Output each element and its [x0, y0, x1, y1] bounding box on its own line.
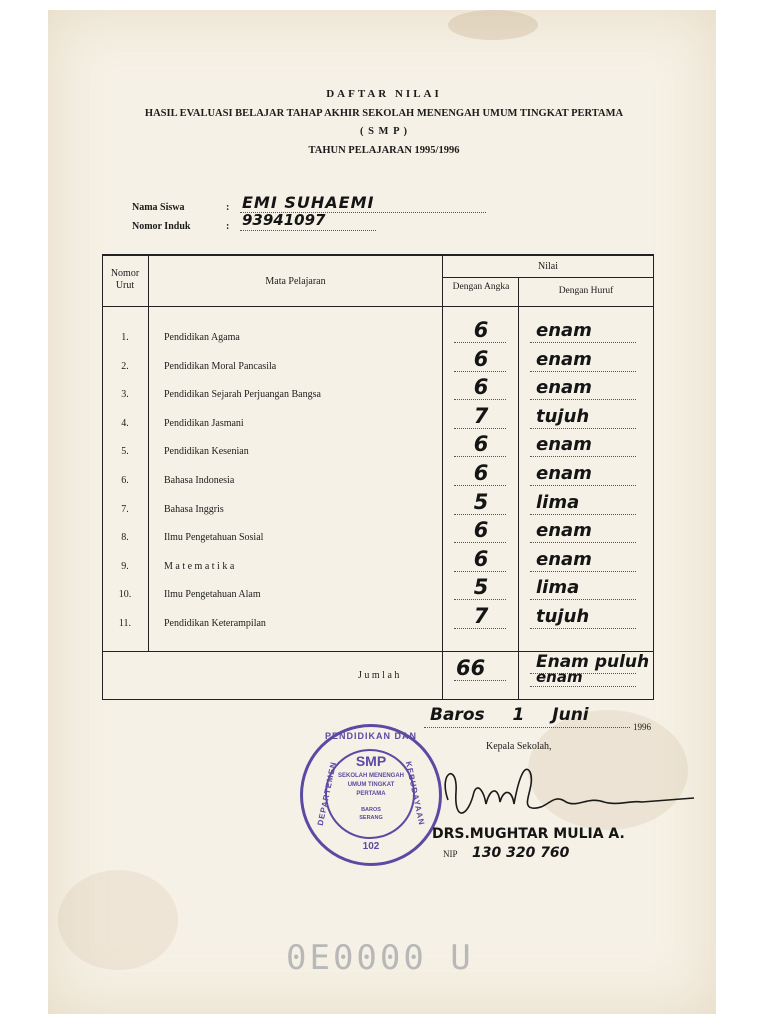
total-angka: 66: [456, 656, 486, 680]
dotted-line: [530, 542, 636, 543]
grade-number: 6: [473, 375, 489, 399]
grade-number: 6: [473, 318, 489, 342]
subject-name: Pendidikan Jasmani: [164, 418, 244, 429]
row-number: 4.: [121, 418, 129, 429]
grade-words: lima: [536, 492, 580, 513]
dotted-line: [530, 686, 636, 687]
stamp-line: SERANG: [359, 815, 383, 821]
academic-year: TAHUN PELAJARAN 1995/1996: [308, 145, 460, 156]
principal-signature: [428, 752, 698, 832]
dotted-line: [454, 542, 506, 543]
student-id: 93941097: [242, 211, 326, 229]
dotted-line: [454, 399, 506, 400]
dotted-line: [454, 456, 506, 457]
subject-name: Pendidikan Moral Pancasila: [164, 361, 277, 372]
colon: :: [226, 221, 230, 232]
subject-name: M a t e m a t i k a: [164, 561, 235, 572]
dotted-line: [454, 628, 506, 629]
grade-words: tujuh: [536, 606, 590, 627]
row-number: 1.: [121, 332, 129, 343]
grade-number: 6: [473, 347, 489, 371]
name-label: Nama Siswa: [132, 202, 185, 213]
document-title: DAFTAR NILAI: [326, 88, 442, 100]
row-number: 7.: [121, 504, 129, 515]
grade-number: 6: [473, 461, 489, 485]
column-header-angka: Dengan Angka: [452, 282, 510, 292]
dotted-line: [454, 599, 506, 600]
school-stamp: [300, 724, 442, 866]
stamp-top-text: PENDIDIKAN DAN: [324, 731, 417, 741]
dotted-line: [530, 456, 636, 457]
grade-words: enam: [536, 320, 592, 341]
table-border-bottom: [102, 699, 654, 700]
dotted-line: [530, 599, 636, 600]
serial-number: 0E0000 U: [286, 938, 474, 978]
dotted-line: [530, 485, 636, 486]
document-subtitle: HASIL EVALUASI BELAJAR TAHAP AKHIR SEKOLAH MENENGAH UMUM TINGKAT PERTAMA: [144, 108, 624, 119]
stamp-number: 102: [362, 841, 380, 852]
stamp-line: SEKOLAH MENENGAH: [337, 773, 404, 779]
table-border-top: [102, 254, 654, 256]
grade-number: 6: [473, 518, 489, 542]
subject-name: Bahasa Indonesia: [164, 475, 235, 486]
grade-number: 5: [473, 575, 489, 599]
stamp-right-text: KEBUDAYAAN: [403, 760, 427, 827]
grade-words: tujuh: [536, 406, 590, 427]
grade-words: enam: [536, 549, 592, 570]
dotted-line: [454, 571, 506, 572]
subject-name: Ilmu Pengetahuan Alam: [164, 589, 261, 600]
row-number: 5.: [121, 446, 129, 457]
col-divider: [442, 254, 443, 700]
grade-number: 7: [473, 404, 489, 428]
dotted-line: [530, 371, 636, 372]
id-label: Nomor Induk: [132, 221, 191, 232]
row-number: 11.: [118, 618, 132, 629]
dotted-line: [240, 230, 376, 231]
dotted-line: [454, 514, 506, 515]
dotted-line: [454, 485, 506, 486]
school-level: ( S M P ): [359, 126, 409, 137]
grade-number: 5: [473, 490, 489, 514]
stamp-title: SMP: [355, 753, 387, 769]
subject-name: Bahasa Inggris: [164, 504, 224, 515]
dotted-line: [454, 428, 506, 429]
column-header-huruf: Dengan Huruf: [558, 286, 614, 296]
row-number: 8.: [121, 532, 129, 543]
grade-number: 6: [473, 432, 489, 456]
dotted-line: [530, 428, 636, 429]
subject-name: Pendidikan Agama: [164, 332, 240, 343]
total-label: J u m l a h: [358, 670, 400, 681]
grade-words: enam: [536, 434, 592, 455]
grade-number: 6: [473, 547, 489, 571]
principal-role: Kepala Sekolah,: [486, 741, 552, 752]
row-number: 9.: [121, 561, 129, 572]
table-border-right: [653, 254, 654, 700]
dotted-line: [424, 727, 630, 728]
dotted-line: [454, 342, 506, 343]
column-header-nilai: Nilai: [538, 261, 558, 272]
dotted-line: [454, 680, 506, 681]
stamp-line: PERTAMA: [356, 791, 386, 797]
grade-words: enam: [536, 349, 592, 370]
dotted-line: [530, 399, 636, 400]
subject-name: Pendidikan Keterampilan: [164, 618, 266, 629]
column-header-no: Nomor Urut: [110, 268, 140, 291]
row-number: 3.: [121, 389, 129, 400]
subject-name: Pendidikan Kesenian: [164, 446, 249, 457]
grade-number: 7: [473, 604, 489, 628]
paper-stain: [58, 870, 178, 970]
total-huruf-line2: enam: [536, 668, 583, 686]
student-name: EMI SUHAEMI: [242, 193, 375, 212]
paper-stain: [448, 10, 538, 40]
grade-words: enam: [536, 520, 592, 541]
principal-name: DRS.MUGHTAR MULIA A.: [432, 826, 625, 842]
stamp-line: BAROS: [361, 807, 381, 813]
signature-year: 1996: [633, 722, 651, 732]
subject-name: Ilmu Pengetahuan Sosial: [164, 532, 264, 543]
row-number: 6.: [121, 475, 129, 486]
nip-value: 130 320 760: [472, 845, 570, 861]
total-huruf-line1: Enam puluh: [536, 652, 650, 672]
column-header-subject: Mata Pelajaran: [265, 276, 326, 287]
dotted-line: [530, 628, 636, 629]
dotted-line: [530, 514, 636, 515]
table-header-divider: [102, 306, 654, 307]
grade-words: lima: [536, 577, 580, 598]
stamp-left-text: DEPARTEMEN: [315, 760, 339, 827]
dotted-line: [530, 571, 636, 572]
dotted-line: [530, 342, 636, 343]
col-divider: [518, 277, 519, 700]
grade-words: enam: [536, 463, 592, 484]
place-date: Baros 1 Juni: [430, 705, 589, 725]
grade-words: enam: [536, 377, 592, 398]
colon: :: [226, 202, 230, 213]
dotted-line: [454, 371, 506, 372]
nilai-divider: [442, 277, 654, 278]
nip-label: NIP: [443, 849, 458, 859]
subject-name: Pendidikan Sejarah Perjuangan Bangsa: [164, 389, 321, 400]
row-number: 10.: [118, 589, 132, 600]
col-divider: [148, 254, 149, 652]
row-number: 2.: [121, 361, 129, 372]
stamp-line: UMUM TINGKAT: [347, 782, 395, 788]
